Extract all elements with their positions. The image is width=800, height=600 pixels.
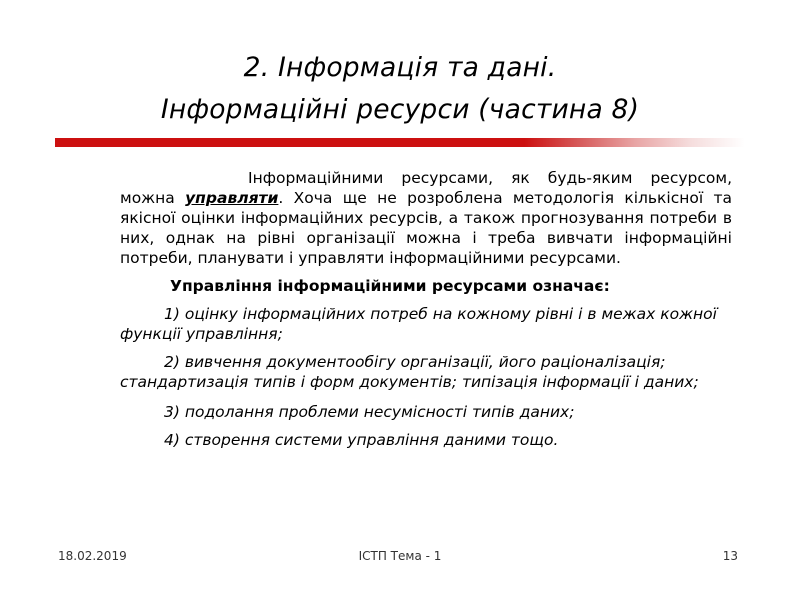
footer-course-label: ІСТП Тема - 1 [358,549,442,563]
intro-text-start: Інформаційними ресурсами, як будь-яким ресурсом, можна [120,169,732,207]
footer-date: 18.02.2019 [58,549,127,563]
slide-body [120,168,732,450]
list-item-3: 3) подолання проблеми несумісності типів даних; [164,403,575,421]
slide-title [0,48,800,130]
footer-page-number: 13 [722,549,738,563]
intro-paragraph [120,168,732,268]
title-underline-bar [55,138,745,147]
intro-emphasis: управляти [185,189,279,207]
list-item-1: 1) оцінку інформаційних потреб на кожному рівні і в межах кожної функції управління; [120,305,717,343]
list-item-2: 2) вивчення документообігу організації, його раціоналізація; стандартизація типів і форм документів; типізація інформації і даних; [120,353,699,391]
title-line-2: Інформаційні ресурси (частина 8) [160,94,640,125]
management-heading: Управління інформаційними ресурсами означає: [170,277,610,295]
title-line-1: 2. Інформація та дані. [243,52,557,83]
list-item-4: 4) створення системи управління даними тощо. [164,431,559,449]
intro-text-end: . Хоча ще не розроблена методологія кількісної та якісної оцінки інформаційних ресурсів, а також прогнозування потреби в них, однак на рівні організації можна і треба вивчати інформаційні потреби, планувати і управляти інформаційними ресурсами. [120,189,732,267]
